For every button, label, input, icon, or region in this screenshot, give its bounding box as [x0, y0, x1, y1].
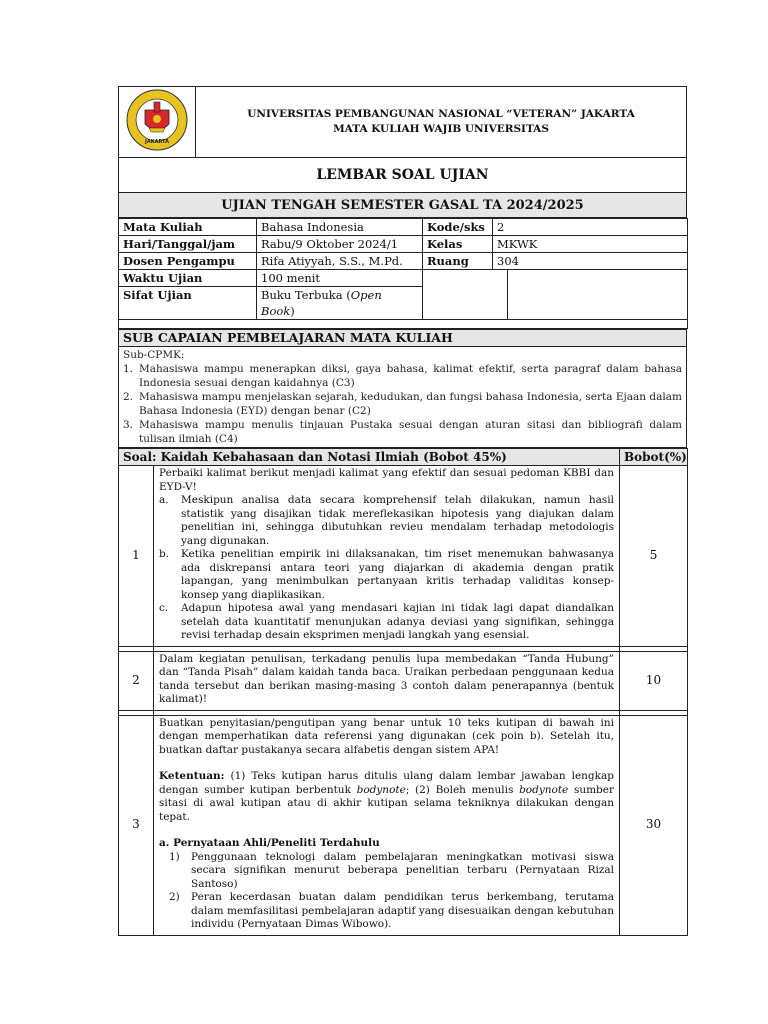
kode-value: 2: [493, 219, 688, 236]
cpmk-list: [123, 362, 682, 446]
exam-title: UJIAN TENGAH SEMESTER GASAL TA 2024/2025: [119, 193, 687, 218]
list-item: 1. Mahasiswa mampu menerapkan diksi, gaya bahasa, kalimat efektif, serta paragraf dalam bahasa Indonesia sesuai dengan kaidahnya (C3): [123, 363, 682, 389]
university-name: UNIVERSITAS PEMBANGUNAN NASIONAL “VETERAN” JAKARTA: [247, 108, 635, 120]
kode-label: Kode/sks: [423, 219, 493, 236]
empty-cell: [508, 270, 688, 320]
question-weight: 10: [620, 651, 688, 710]
question-number: 2: [119, 651, 154, 710]
question-items: [159, 851, 614, 932]
ruang-label: Ruang: [423, 253, 493, 270]
list-item: a. Meskipun analisa data secara komprehensif telah dilakukan, namun hasil statistik yang disajikan tidak mereflekasikan hipotesis yang diajukan dalam penelitian ini, sehingga dibutuhkan revieu mendalam terhadap metodologis yang digunakan.: [159, 494, 615, 547]
sifat-label: Sifat Ujian: [119, 287, 257, 320]
hari-value: Rabu/9 Oktober 2024/1: [257, 236, 423, 253]
university-heading: [196, 87, 687, 158]
exam-info-table: [118, 218, 688, 329]
empty-cell: [423, 270, 508, 320]
bobot-heading: Bobot(%): [620, 449, 688, 466]
list-item: 2. Mahasiswa mampu menjelaskan sejarah, kedudukan, dan fungsi bahasa Indonesia, serta Ejaan dalam Bahasa Indonesia (EYD) dengan benar (C2): [123, 391, 682, 417]
list-item: b. Ketika penelitian empirik ini dilaksanakan, tim riset menemukan bahwasanya ada diskrepansi antara teori yang diajarkan di akademia dengan pratik lapangan, yang menimbulkan pertanyaan kritis terhadap validitas konsep-konsep yang diaplikasikan.: [159, 548, 615, 601]
spacer-row: [119, 320, 688, 329]
question-intro: Perbaiki kalimat berikut menjadi kalimat yang efektif dan sesuai pedoman KBBI dan EYD-V!: [159, 467, 615, 493]
question-text: [154, 466, 620, 647]
list-item: c. Adapun hipotesa awal yang mendasari kajian ini tidak lagi dapat diandalkan setelah data kuantitatif menunjukan adanya deviasi yang signifikan, sehingga revisi terhadap desain eksprimen menjadi langkah yang esensial.: [159, 602, 615, 641]
mata-kuliah-label: Mata Kuliah: [119, 219, 257, 236]
waktu-label: Waktu Ujian: [119, 270, 257, 287]
hari-label: Hari/Tanggal/jam: [119, 236, 257, 253]
logo-text: JAKARTA: [145, 139, 169, 145]
question-row: [119, 466, 688, 647]
cpmk-content: [119, 347, 687, 448]
page-title: LEMBAR SOAL UJIAN: [119, 158, 687, 193]
question-weight: 5: [620, 466, 688, 647]
question-intro: Buatkan penyitasian/pengutipan yang benar untuk 10 teks kutipan di bawah ini dengan memperhatikan data referensi yang digunakan (cek poin b). Setelah itu, buatkan daftar pustakanya secara alfabetis dengan sistem APA!: [159, 716, 615, 756]
mata-kuliah-value: Bahasa Indonesia: [257, 219, 423, 236]
dosen-label: Dosen Pengampu: [119, 253, 257, 270]
question-number: 3: [119, 715, 154, 935]
exam-document: [118, 86, 687, 936]
cpmk-label: Sub-CPMK:: [123, 349, 185, 361]
question-row: [119, 651, 688, 710]
question-text: [154, 715, 620, 935]
question-ketentuan: Ketentuan: (1) Teks kutipan harus ditulis ulang dalam lembar jawaban lengkap dengan sumber kutipan berbentuk bodynote; (2) Boleh menulis bodynote sumber sitasi di awal kutipan atau di akhir kutipan selama tekniknya dilakukan dengan tepat.: [159, 770, 615, 823]
header-table: [118, 86, 687, 218]
ruang-value: 304: [493, 253, 688, 270]
soal-heading: Soal: Kaidah Kebahasaan dan Notasi Ilmiah (Bobot 45%): [119, 449, 620, 466]
list-item: 2) Peran kecerdasan buatan dalam pendidikan terus berkembang, terutama dalam memfasilitasi pembelajaran adaptif yang disesuaikan dengan kebutuhan individu (Pernyataan Dimas Wibowo).: [169, 891, 615, 930]
question-text: Dalam kegiatan penulisan, terkadang penulis lupa membedakan “Tanda Hubung” dan “Tanda Pisah” dalam kaidah tanda baca. Uraikan perbedaan penggunaan kedua tanda tersebut dan berikan masing-masing 3 contoh dalam penerapannya (bentuk kalimat)!: [154, 651, 620, 710]
cpmk-heading: SUB CAPAIAN PEMBELAJARAN MATA KULIAH: [119, 330, 687, 347]
waktu-value: 100 menit: [257, 270, 423, 287]
question-items: [159, 494, 614, 643]
section-a-heading: a. Pernyataan Ahli/Peneliti Terdahulu: [159, 837, 380, 849]
university-logo-icon: [125, 88, 189, 152]
kelas-value: MKWK: [493, 236, 688, 253]
sifat-value: Buku Terbuka (Open Book): [257, 287, 423, 320]
question-row: [119, 715, 688, 935]
kelas-label: Kelas: [423, 236, 493, 253]
dosen-value: Rifa Atiyyah, S.S., M.Pd.: [257, 253, 423, 270]
question-weight: 30: [620, 715, 688, 935]
cpmk-table: [118, 329, 687, 448]
question-number: 1: [119, 466, 154, 647]
logo-cell: [119, 87, 196, 158]
questions-table: [118, 448, 688, 936]
course-category: MATA KULIAH WAJIB UNIVERSITAS: [333, 123, 549, 135]
list-item: 3. Mahasiswa mampu menulis tinjauan Pustaka sesuai dengan aturan sitasi dan bibliografi dalam tulisan ilmiah (C4): [123, 419, 682, 445]
list-item: 1) Penggunaan teknologi dalam pembelajaran meningkatkan motivasi siswa secara signifikan menurut beberapa penelitian terbaru (Pernyataan Rizal Santoso): [169, 850, 615, 890]
